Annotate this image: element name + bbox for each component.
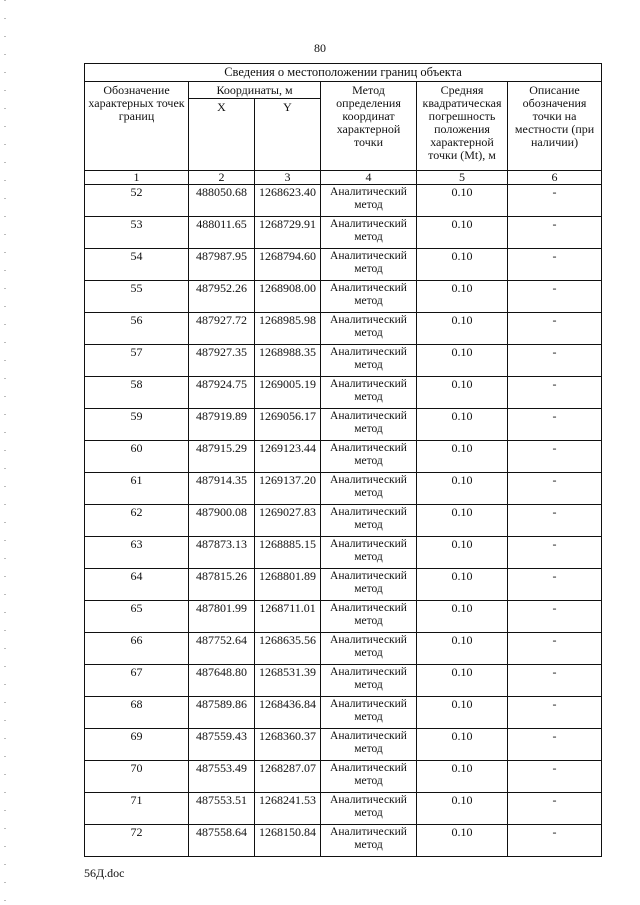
- column-number: 1: [85, 171, 189, 185]
- table-row: [85, 249, 602, 281]
- y-coordinate-cell: 1268623.40: [255, 185, 321, 217]
- y-coordinate-cell: 1268635.56: [255, 633, 321, 665]
- table-row: [85, 281, 602, 313]
- y-coordinate-cell: 1268436.84: [255, 697, 321, 729]
- x-coordinate-cell: 487553.49: [189, 761, 255, 793]
- x-coordinate-cell: 487927.35: [189, 345, 255, 377]
- method-cell: Аналитический метод: [321, 633, 417, 665]
- x-coordinate-cell: 488050.68: [189, 185, 255, 217]
- header-x: X: [189, 99, 255, 171]
- boundary-table-container: [84, 63, 601, 857]
- method-cell: Аналитический метод: [321, 665, 417, 697]
- error-cell: 0.10: [417, 697, 508, 729]
- y-coordinate-cell: 1268794.60: [255, 249, 321, 281]
- description-cell: -: [508, 793, 602, 825]
- description-cell: -: [508, 377, 602, 409]
- y-coordinate-cell: 1268531.39: [255, 665, 321, 697]
- description-cell: -: [508, 249, 602, 281]
- description-cell: -: [508, 697, 602, 729]
- error-cell: 0.10: [417, 729, 508, 761]
- point-id-cell: 62: [85, 505, 189, 537]
- point-id-cell: 60: [85, 441, 189, 473]
- method-cell: Аналитический метод: [321, 185, 417, 217]
- description-cell: -: [508, 601, 602, 633]
- table-row: [85, 473, 602, 505]
- scan-edge-marks: [4, 0, 6, 905]
- error-cell: 0.10: [417, 473, 508, 505]
- table-caption: Сведения о местоположении границ объекта: [85, 64, 602, 82]
- point-id-cell: 70: [85, 761, 189, 793]
- table-body: [85, 185, 602, 857]
- error-cell: 0.10: [417, 281, 508, 313]
- method-cell: Аналитический метод: [321, 601, 417, 633]
- x-coordinate-cell: 487927.72: [189, 313, 255, 345]
- error-cell: 0.10: [417, 761, 508, 793]
- point-id-cell: 68: [85, 697, 189, 729]
- error-cell: 0.10: [417, 633, 508, 665]
- y-coordinate-cell: 1268360.37: [255, 729, 321, 761]
- point-id-cell: 63: [85, 537, 189, 569]
- x-coordinate-cell: 487752.64: [189, 633, 255, 665]
- method-cell: Аналитический метод: [321, 345, 417, 377]
- method-cell: Аналитический метод: [321, 377, 417, 409]
- error-cell: 0.10: [417, 569, 508, 601]
- error-cell: 0.10: [417, 345, 508, 377]
- y-coordinate-cell: 1268985.98: [255, 313, 321, 345]
- method-cell: Аналитический метод: [321, 761, 417, 793]
- table-row: [85, 633, 602, 665]
- header-error: Средняя квадратическая погрешность положения характерной точки (Mt), м: [417, 82, 508, 171]
- method-cell: Аналитический метод: [321, 505, 417, 537]
- header-point-designation: Обозначение характерных точек границ: [85, 82, 189, 171]
- x-coordinate-cell: 487914.35: [189, 473, 255, 505]
- error-cell: 0.10: [417, 601, 508, 633]
- table-row: [85, 825, 602, 857]
- error-cell: 0.10: [417, 313, 508, 345]
- y-coordinate-cell: 1268241.53: [255, 793, 321, 825]
- method-cell: Аналитический метод: [321, 473, 417, 505]
- point-id-cell: 65: [85, 601, 189, 633]
- point-id-cell: 71: [85, 793, 189, 825]
- point-id-cell: 72: [85, 825, 189, 857]
- table-row: [85, 537, 602, 569]
- y-coordinate-cell: 1269056.17: [255, 409, 321, 441]
- column-number: 4: [321, 171, 417, 185]
- y-coordinate-cell: 1269137.20: [255, 473, 321, 505]
- y-coordinate-cell: 1268711.01: [255, 601, 321, 633]
- page-number: 80: [314, 41, 326, 55]
- table-row: [85, 441, 602, 473]
- column-number: 2: [189, 171, 255, 185]
- method-cell: Аналитический метод: [321, 569, 417, 601]
- y-coordinate-cell: 1268908.00: [255, 281, 321, 313]
- error-cell: 0.10: [417, 537, 508, 569]
- point-id-cell: 59: [85, 409, 189, 441]
- point-id-cell: 57: [85, 345, 189, 377]
- description-cell: -: [508, 729, 602, 761]
- header-description: Описание обозначения точки на местности (при наличии): [508, 82, 602, 171]
- method-cell: Аналитический метод: [321, 249, 417, 281]
- x-coordinate-cell: 487900.08: [189, 505, 255, 537]
- point-id-cell: 61: [85, 473, 189, 505]
- description-cell: -: [508, 633, 602, 665]
- method-cell: Аналитический метод: [321, 441, 417, 473]
- error-cell: 0.10: [417, 441, 508, 473]
- x-coordinate-cell: 487873.13: [189, 537, 255, 569]
- table-row: [85, 729, 602, 761]
- x-coordinate-cell: 487952.26: [189, 281, 255, 313]
- method-cell: Аналитический метод: [321, 793, 417, 825]
- point-id-cell: 55: [85, 281, 189, 313]
- y-coordinate-cell: 1269123.44: [255, 441, 321, 473]
- description-cell: -: [508, 825, 602, 857]
- table-row: [85, 761, 602, 793]
- x-coordinate-cell: 487553.51: [189, 793, 255, 825]
- method-cell: Аналитический метод: [321, 409, 417, 441]
- error-cell: 0.10: [417, 793, 508, 825]
- y-coordinate-cell: 1269005.19: [255, 377, 321, 409]
- description-cell: -: [508, 313, 602, 345]
- x-coordinate-cell: 487924.75: [189, 377, 255, 409]
- method-cell: Аналитический метод: [321, 729, 417, 761]
- error-cell: 0.10: [417, 249, 508, 281]
- x-coordinate-cell: 487801.99: [189, 601, 255, 633]
- point-id-cell: 64: [85, 569, 189, 601]
- method-cell: Аналитический метод: [321, 313, 417, 345]
- table-row: [85, 345, 602, 377]
- method-cell: Аналитический метод: [321, 281, 417, 313]
- table-row: [85, 217, 602, 249]
- method-cell: Аналитический метод: [321, 217, 417, 249]
- description-cell: -: [508, 281, 602, 313]
- column-number: 6: [508, 171, 602, 185]
- point-id-cell: 69: [85, 729, 189, 761]
- point-id-cell: 54: [85, 249, 189, 281]
- error-cell: 0.10: [417, 825, 508, 857]
- description-cell: -: [508, 761, 602, 793]
- y-coordinate-cell: 1268729.91: [255, 217, 321, 249]
- footer-filename: 56Д.doc: [84, 866, 125, 880]
- x-coordinate-cell: 488011.65: [189, 217, 255, 249]
- y-coordinate-cell: 1268988.35: [255, 345, 321, 377]
- x-coordinate-cell: 487589.86: [189, 697, 255, 729]
- description-cell: -: [508, 665, 602, 697]
- table-row: [85, 377, 602, 409]
- table-row: [85, 569, 602, 601]
- x-coordinate-cell: 487919.89: [189, 409, 255, 441]
- description-cell: -: [508, 345, 602, 377]
- point-id-cell: 58: [85, 377, 189, 409]
- error-cell: 0.10: [417, 377, 508, 409]
- error-cell: 0.10: [417, 505, 508, 537]
- description-cell: -: [508, 441, 602, 473]
- x-coordinate-cell: 487648.80: [189, 665, 255, 697]
- header-y: Y: [255, 99, 321, 171]
- table-row: [85, 697, 602, 729]
- point-id-cell: 56: [85, 313, 189, 345]
- description-cell: -: [508, 185, 602, 217]
- x-coordinate-cell: 487559.43: [189, 729, 255, 761]
- y-coordinate-cell: 1268801.89: [255, 569, 321, 601]
- description-cell: -: [508, 473, 602, 505]
- description-cell: -: [508, 537, 602, 569]
- method-cell: Аналитический метод: [321, 697, 417, 729]
- error-cell: 0.10: [417, 185, 508, 217]
- error-cell: 0.10: [417, 665, 508, 697]
- header-coordinates: Координаты, м: [189, 82, 321, 99]
- x-coordinate-cell: 487915.29: [189, 441, 255, 473]
- header-method: Метод определения координат характерной точки: [321, 82, 417, 171]
- point-id-cell: 53: [85, 217, 189, 249]
- y-coordinate-cell: 1268287.07: [255, 761, 321, 793]
- description-cell: -: [508, 217, 602, 249]
- x-coordinate-cell: 487815.26: [189, 569, 255, 601]
- point-id-cell: 66: [85, 633, 189, 665]
- point-id-cell: 67: [85, 665, 189, 697]
- table-row: [85, 185, 602, 217]
- description-cell: -: [508, 409, 602, 441]
- table-row: [85, 665, 602, 697]
- method-cell: Аналитический метод: [321, 825, 417, 857]
- method-cell: Аналитический метод: [321, 537, 417, 569]
- y-coordinate-cell: 1269027.83: [255, 505, 321, 537]
- column-number: 5: [417, 171, 508, 185]
- column-number-row: [85, 171, 602, 185]
- description-cell: -: [508, 505, 602, 537]
- table-row: [85, 505, 602, 537]
- y-coordinate-cell: 1268885.15: [255, 537, 321, 569]
- column-number: 3: [255, 171, 321, 185]
- point-id-cell: 52: [85, 185, 189, 217]
- x-coordinate-cell: 487558.64: [189, 825, 255, 857]
- table-row: [85, 409, 602, 441]
- table-row: [85, 793, 602, 825]
- x-coordinate-cell: 487987.95: [189, 249, 255, 281]
- y-coordinate-cell: 1268150.84: [255, 825, 321, 857]
- error-cell: 0.10: [417, 409, 508, 441]
- table-row: [85, 601, 602, 633]
- description-cell: -: [508, 569, 602, 601]
- table-row: [85, 313, 602, 345]
- boundary-points-table: [84, 63, 602, 857]
- error-cell: 0.10: [417, 217, 508, 249]
